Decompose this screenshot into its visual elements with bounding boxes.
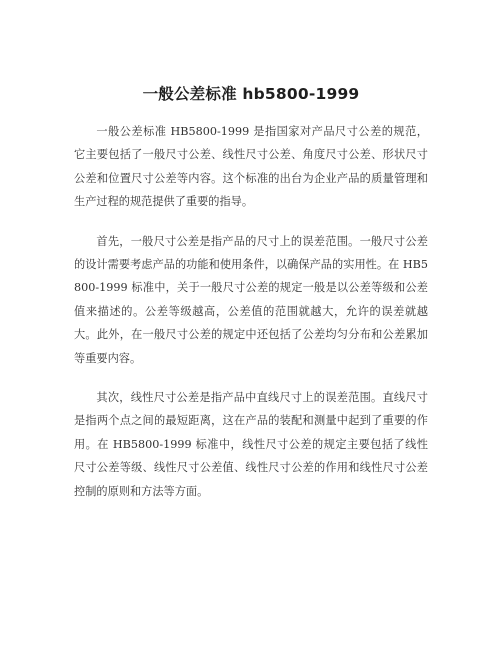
paragraph-intro: 一般公差标准 HB5800-1999 是指国家对产品尺寸公差的规范，它主要包括了一般尺寸公差、线性尺寸公差、角度尺寸公差、形状尺寸公差和位置尺寸公差等内容。这个标准的出台为企业产品的质量管理和生产过程的规范提供了重要的指导。: [74, 125, 428, 209]
paragraph-general-tolerance: 首先，一般尺寸公差是指产品的尺寸上的误差范围。一般尺寸公差的设计需要考虑产品的功能和使用条件，以确保产品的实用性。在 HB5800-1999 标准中，关于一般尺寸公差的规定一般是以公差等级和公差值来描述的。公差等级越高，公差值的范围就越大，允许的误差就越大。此外，在一般尺寸公差的规定中还包括了公差均匀分布和公差累加等重要内容。: [74, 234, 428, 365]
paragraph-linear-tolerance: 其次，线性尺寸公差是指产品中直线尺寸上的误差范围。直线尺寸是指两个点之间的最短距离，这在产品的装配和测量中起到了重要的作用。在 HB5800-1999 标准中，线性尺寸公差的规定主要包括了线性尺寸公差等级、线性尺寸公差值、线性尺寸公差的作用和线性尺寸公差控制的原则和方法等方面。: [74, 391, 428, 498]
document-body: [74, 120, 428, 503]
document-title: 一般公差标准 hb5800-1999: [142, 85, 360, 103]
